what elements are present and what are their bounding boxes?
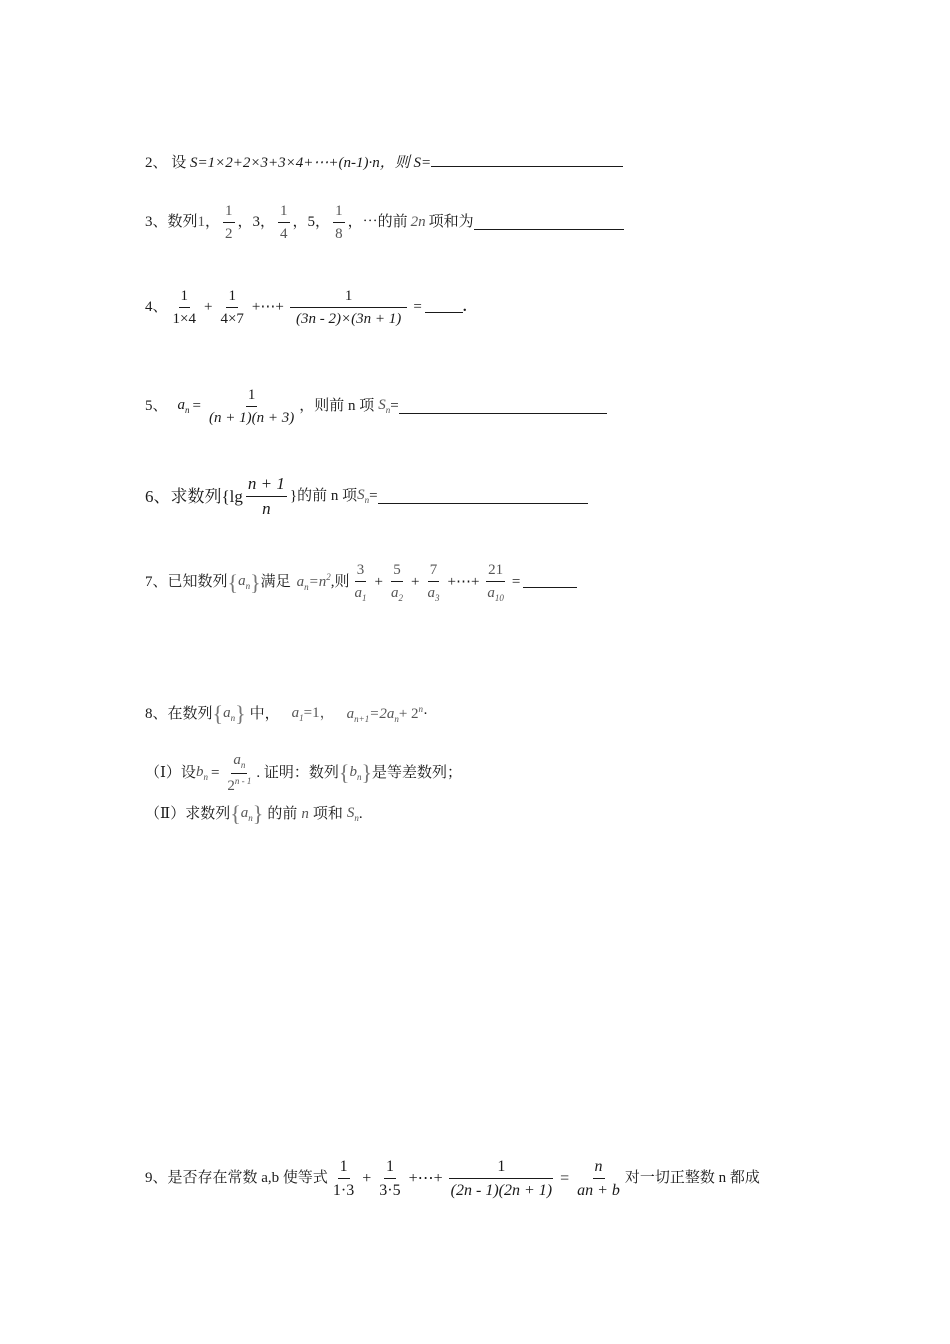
symbol: b [349,763,357,780]
variable-2n: 2n [410,214,426,230]
question-7 [145,562,577,603]
subscript: n [230,712,236,723]
equals-sign: = [511,574,521,591]
question-7-label: 7、已知数列 [145,574,228,591]
question-3-label: 3、数列 [145,214,198,230]
sequence-a-n [241,806,253,823]
a-n [178,398,190,415]
subscript: 1 [299,712,304,723]
question-7-text: 满足 [260,574,291,591]
question-4 [145,288,467,327]
period: . [358,805,363,822]
equals-expr: =1， [303,704,335,721]
superscript: n - 1 [234,775,252,786]
equals-sign: = [192,398,201,414]
fraction-3-over-a1 [353,562,369,603]
fraction-an [207,387,296,426]
plus-sign: + [374,574,384,591]
denominator [485,582,506,604]
brace-left: { [212,701,224,726]
denominator: 3·5 [379,1181,401,1199]
denominator [225,774,253,795]
subscript: n+1 [354,713,370,724]
answer-blank-5[interactable] [399,399,607,414]
answer-blank-7[interactable] [523,577,577,588]
answer-blank-2[interactable] [431,152,623,167]
fraction-1-over-3x5 [377,1158,402,1199]
question-9-label: 9、是否存在常数 a,b 使等式 [145,1170,328,1187]
part-2-text: 项和 [312,805,343,822]
symbol: S [378,397,386,413]
symbol: a [291,704,300,721]
equals-sign: = [413,299,422,315]
subscript: n [248,812,253,823]
numerator: n + 1 [246,475,287,497]
equals-expr: =n [308,574,327,591]
numerator: 1 [223,203,235,223]
denominator: (2n - 1)(2n + 1) [450,1181,553,1199]
denominator: 8 [335,225,343,242]
numerator: 1 [278,203,290,223]
subscript: 1 [362,592,367,603]
plus-sign: + [411,574,420,591]
fraction-1-4 [278,203,290,242]
subscript: n [185,405,190,415]
equals-expr: =2a [369,705,395,722]
denominator [389,582,405,604]
brace-left: { [227,569,239,595]
subscript: n [304,582,309,593]
denominator [425,582,441,604]
sequence-a-n [223,706,235,723]
numerator: 7 [428,562,440,582]
symbol: a [238,573,246,590]
brace-left: { [230,801,241,826]
symbol: a [177,397,186,413]
symbol: a [487,584,495,601]
equals-sign: = [210,764,220,781]
question-6 [145,475,588,518]
fraction-general-term [290,288,408,327]
question-6-text: }的前 n 项 [289,488,358,505]
fraction-1-over-4x7 [218,288,245,327]
question-9 [145,1158,760,1199]
fraction-1-8 [333,203,345,242]
numerator: 1 [449,1158,553,1179]
symbol: a [296,574,305,591]
brace-right: } [235,701,246,726]
symbol: a [427,584,435,601]
question-6-label: 6、求数列{lg [145,487,243,507]
question-8-label: 8、在数列 [145,705,213,722]
part-2-text: 的前 [267,805,298,822]
question-4-label: 4、 [145,299,168,315]
fraction-an-over-2pow [225,752,253,794]
part-1-label: （Ⅰ）设 [145,764,196,781]
plus-sign: + [362,1169,372,1187]
fraction-1-over-1x3 [331,1158,356,1199]
question-5 [145,387,607,426]
denominator: 4 [280,225,288,242]
numerator: 1 [384,1158,396,1179]
s-n [357,488,369,505]
denominator: n [262,498,271,518]
denominator [353,582,369,604]
brace-right: } [250,569,261,595]
ellipsis-sum: +⋯+ [447,574,480,591]
numerator: 3 [355,562,367,582]
denominator: 1×4 [172,310,196,327]
b-n [196,765,208,782]
question-3 [145,203,624,242]
question-8-part-1 [145,752,462,794]
ellipsis-sum: +⋯+ [251,299,284,315]
fraction-21-over-a10 [485,562,506,603]
fraction-7-over-a3 [425,562,441,603]
symbol: a [354,584,363,601]
equals-sign: = [560,1169,570,1187]
variable-n: n [301,805,309,822]
term-1: 1 [197,214,206,230]
subscript: 10 [494,592,504,603]
question-3-text: 项和为 [428,214,474,230]
answer-blank-3[interactable] [474,215,624,230]
s-n [347,806,359,823]
brace-left: { [338,760,350,786]
question-7-text: ,则 [330,574,350,591]
fraction-n-plus-1-over-n [246,475,287,518]
superscript: n [418,703,424,714]
separator: ， [205,214,221,230]
numerator: 1 [226,288,238,308]
subscript: 3 [434,592,440,603]
symbol: S [357,487,365,504]
numerator: 5 [391,562,403,582]
question-5-text: ，则前 n 项 [299,398,375,414]
numerator: 1 [333,203,345,223]
symbol: a [223,704,231,721]
subscript: n [356,771,362,782]
numerator: 1 [246,387,258,407]
subscript: n [354,812,359,823]
recurrence [347,705,423,724]
condition [297,573,331,592]
plus-sign: + [203,299,213,315]
part-2-label: （Ⅱ）求数列 [145,805,231,822]
question-5-label: 5、 [145,398,168,414]
period: . [462,299,467,315]
base: 2 [227,777,235,794]
subscript: n [385,405,391,415]
denominator: 4×7 [220,310,244,327]
denominator: an + b [577,1181,620,1199]
symbol: a [233,752,241,768]
condition-a1 [292,706,335,723]
question-8-text: 中， [249,705,280,722]
equals-sign: = [390,398,399,414]
denominator: 1·3 [332,1181,355,1199]
symbol: a [391,584,399,601]
subscript: n [203,771,208,782]
question-8-part-2 [145,803,363,825]
subscript: n [364,495,370,506]
question-2-label: 2、 设 [145,155,191,171]
brace-right: } [252,801,264,826]
s-n [378,398,390,415]
subscript: n [240,760,246,770]
subscript: 2 [398,592,404,603]
separator: ，3， [237,214,276,230]
numerator: 1 [179,288,191,308]
question-9-text: 对一切正整数 n 都成 [624,1170,760,1187]
denominator: (3n - 2)×(3n + 1) [295,310,402,327]
symbol: S [346,804,355,821]
answer-blank-6[interactable] [378,489,588,504]
subscript: n [245,581,251,592]
numerator: 21 [486,562,505,582]
symbol: a [240,804,249,821]
denominator: 2 [225,225,233,242]
plus-expr: + 2 [398,705,419,722]
fraction-5-over-a2 [389,562,405,603]
symbol: a [346,705,355,722]
superscript: 2 [326,572,331,583]
period: · [423,705,429,722]
part-1-text: 是等差数列； [372,764,463,781]
part-1-text: . 证明：数列 [256,764,339,781]
ellipsis-sum: +⋯+ [408,1169,443,1187]
fraction-1-over-1x4 [171,288,198,327]
answer-blank-4[interactable] [425,302,463,313]
question-2-expr: S=1×2+2×3+3×4+⋯+(n-1)·n，则 S= [190,155,432,171]
brace-right: } [361,760,373,786]
question-3-text: ，⋯的前 [347,214,408,230]
sequence-b-n [349,765,361,782]
fraction-general-term [449,1158,554,1199]
denominator: (n + 1)(n + 3) [208,409,295,426]
numerator: 1 [338,1158,350,1179]
question-8 [145,703,428,725]
question-2 [145,152,623,171]
numerator [231,752,247,774]
equals-sign: = [369,488,378,505]
numerator: 1 [290,288,408,308]
separator: ，5， [292,214,331,230]
numerator: n [593,1158,605,1179]
fraction-1-2 [223,203,235,242]
fraction-n-over-an-plus-b [575,1158,622,1199]
subscript: n [394,713,399,724]
symbol: b [195,763,204,780]
sequence-a-n [238,574,250,591]
